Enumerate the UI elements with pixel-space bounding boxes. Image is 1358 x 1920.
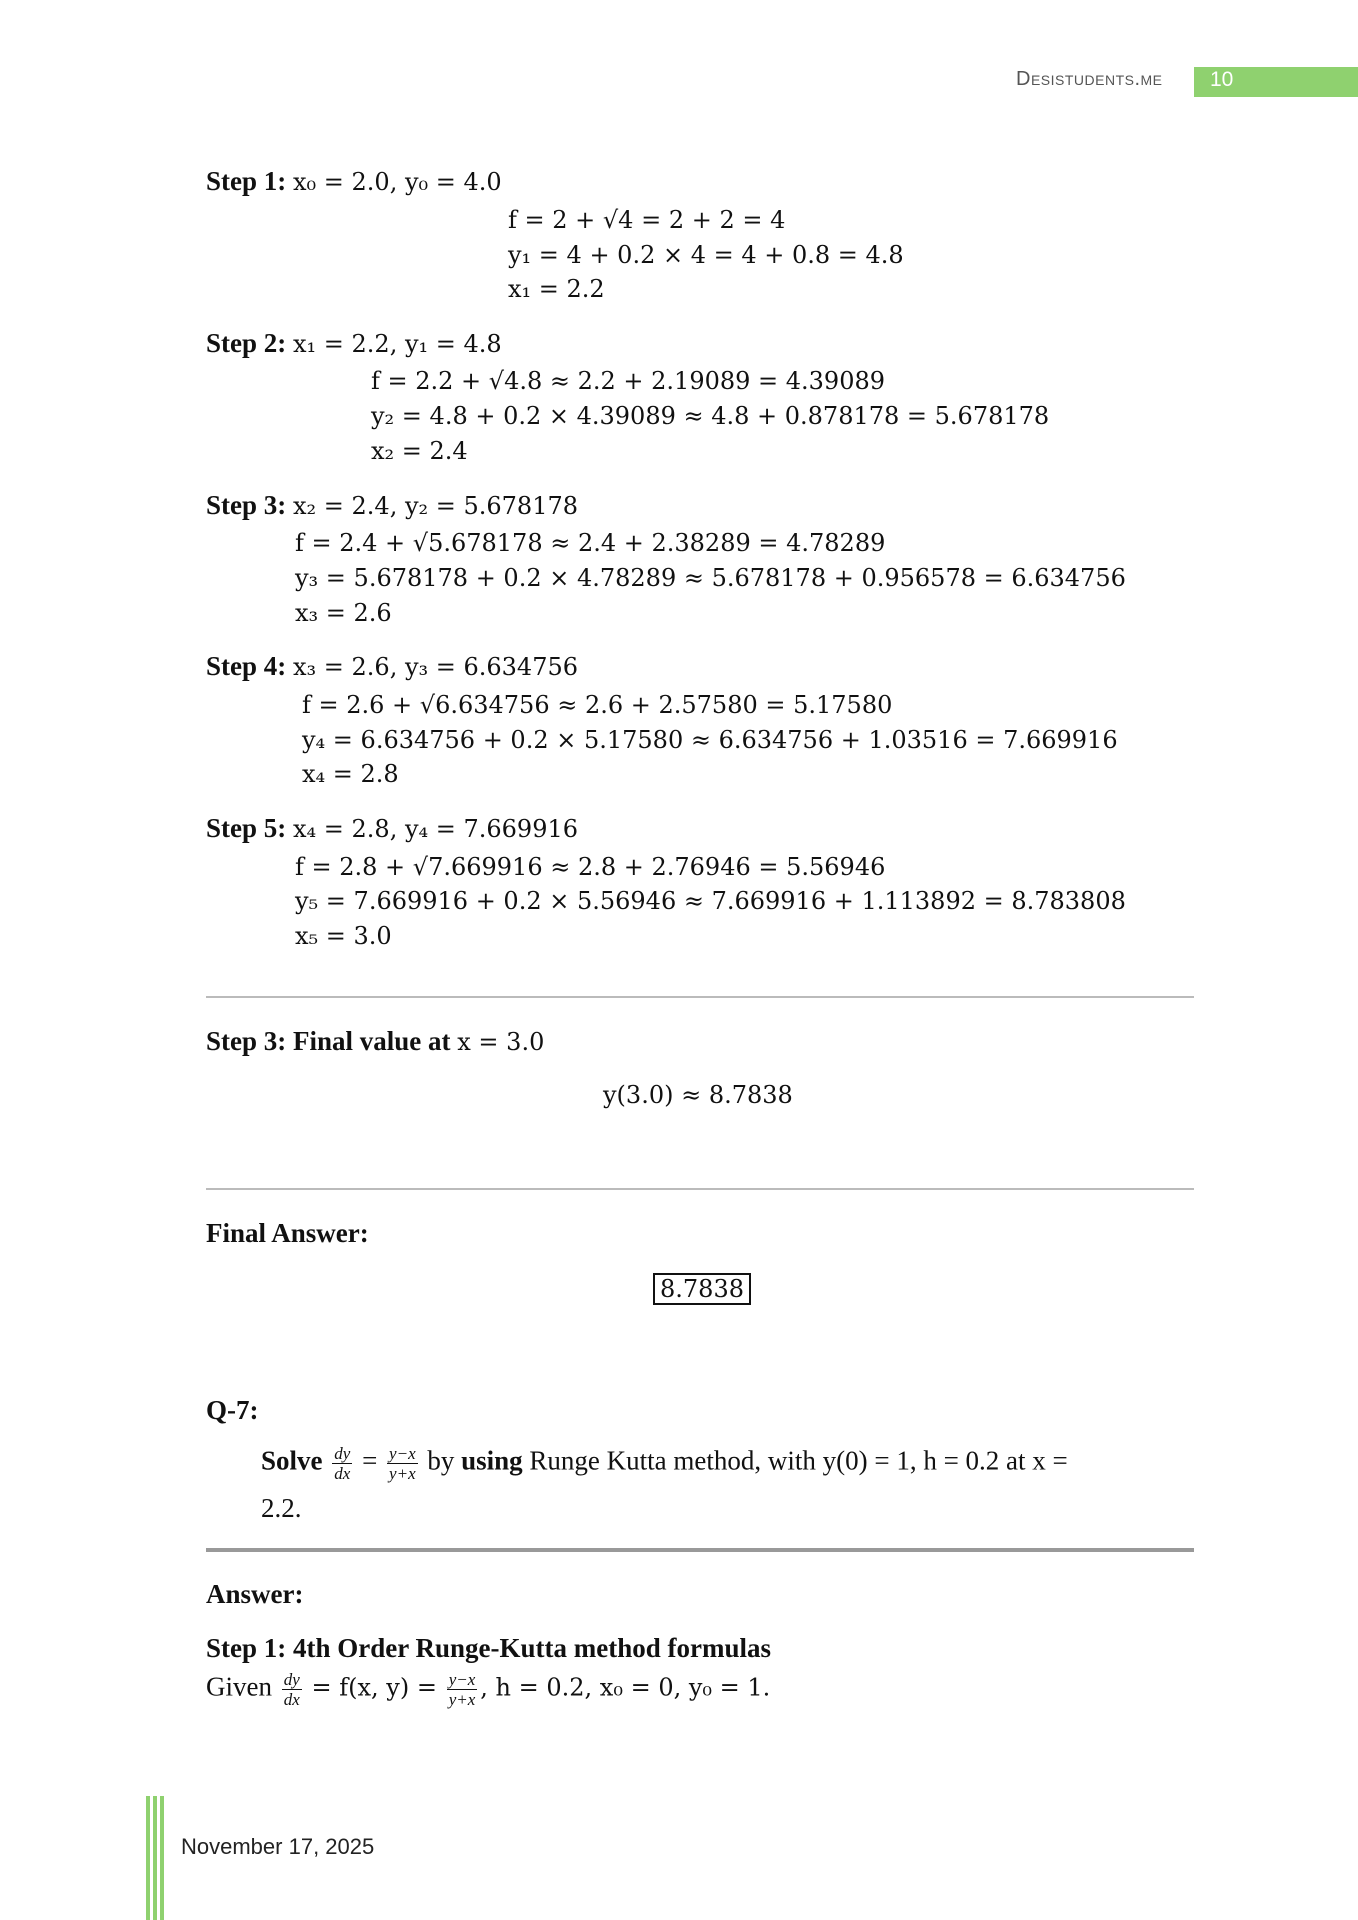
numerator: dy [283, 1670, 300, 1689]
step-heading [206, 327, 502, 360]
step-condition: x₁ = 2.2, y₁ = 4.8 [293, 330, 502, 358]
by-word: by [427, 1445, 455, 1476]
numerator: dy [334, 1444, 351, 1463]
question-text [261, 1444, 1068, 1483]
footer-accent-bar [146, 1796, 150, 1920]
site-brand: Desistudents.me [1016, 68, 1163, 90]
question-continuation: 2.2. [261, 1493, 302, 1523]
dy-dx-fraction [332, 1444, 352, 1483]
step-label: Step 1: [206, 166, 287, 196]
math-line: y₄ = 6.634756 + 0.2 × 5.17580 ≈ 6.634756 + 1.03516 = 7.669916 [302, 726, 1118, 754]
step-condition: x₄ = 2.8, y₄ = 7.669916 [293, 815, 579, 843]
denominator: dx [334, 1464, 351, 1483]
math-line: f = 2.6 + √6.634756 ≈ 2.6 + 2.57580 = 5.17580 [302, 691, 893, 719]
math-line: y₅ = 7.669916 + 0.2 × 5.56946 ≈ 7.669916 + 1.113892 = 8.783808 [295, 887, 1126, 915]
denominator: y+x [389, 1464, 416, 1483]
question-label: Q-7: [206, 1395, 259, 1425]
using-word: using [461, 1445, 523, 1476]
step-label: Step 3: [206, 490, 287, 520]
step-heading [206, 812, 578, 845]
math-line: y₁ = 4 + 0.2 × 4 = 4 + 0.8 = 4.8 [508, 241, 904, 269]
footer-date: November 17, 2025 [181, 1834, 375, 1859]
final-answer-box: 8.7838 [653, 1273, 751, 1305]
denominator: y+x [448, 1690, 476, 1709]
step-label: Step 4: [206, 651, 287, 681]
answer-label: Answer: [206, 1579, 304, 1609]
dy-dx-fraction [282, 1670, 302, 1709]
final-step-label: Step 3: Final value at [206, 1026, 451, 1056]
math-line: x₂ = 2.4 [371, 437, 468, 465]
math-line: f = 2.4 + √5.678178 ≈ 2.4 + 2.38289 = 4.78289 [295, 529, 886, 557]
answer-step1-heading: Step 1: 4th Order Runge-Kutta method formulas [206, 1633, 771, 1663]
divider [206, 1188, 1194, 1190]
step-heading [206, 165, 502, 198]
solve-word: Solve [261, 1445, 323, 1476]
math-line: y₂ = 4.8 + 0.2 × 4.39089 ≈ 4.8 + 0.878178 = 5.678178 [371, 402, 1050, 430]
question-rest: Runge Kutta method, with y(0) = 1, h = 0.2 at x = [529, 1445, 1068, 1476]
math-line: f = 2.8 + √7.669916 ≈ 2.8 + 2.76946 = 5.56946 [295, 853, 886, 881]
final-result: y(3.0) ≈ 8.7838 [603, 1081, 793, 1109]
math-line: f = 2 + √4 = 2 + 2 = 4 [508, 206, 786, 234]
given-word: Given [206, 1671, 272, 1702]
final-answer-label: Final Answer: [206, 1218, 369, 1248]
denominator: dx [283, 1690, 300, 1709]
given-line [206, 1670, 770, 1709]
step-condition: x₂ = 2.4, y₂ = 5.678178 [293, 492, 579, 520]
final-step-condition: x = 3.0 [457, 1028, 545, 1056]
step-label: Step 2: [206, 328, 287, 358]
divider-thick [206, 1548, 1194, 1552]
footer-accent-bar [160, 1796, 164, 1920]
step-condition: x₀ = 2.0, y₀ = 4.0 [293, 168, 502, 196]
step-heading [206, 489, 578, 522]
final-step-heading [206, 1025, 544, 1058]
math-line: x₅ = 3.0 [295, 922, 392, 950]
step-heading [206, 650, 578, 683]
equals: = [362, 1445, 378, 1476]
step-label: Step 5: [206, 813, 287, 843]
given-rest: , h = 0.2, x₀ = 0, y₀ = 1. [480, 1673, 771, 1702]
divider [206, 996, 1194, 998]
given-middle: = f(x, y) = [311, 1673, 437, 1702]
math-line: f = 2.2 + √4.8 ≈ 2.2 + 2.19089 = 4.39089 [371, 367, 886, 395]
math-line: x₁ = 2.2 [508, 275, 605, 303]
numerator: y−x [448, 1670, 476, 1689]
math-line: y₃ = 5.678178 + 0.2 × 4.78289 ≈ 5.678178 + 0.956578 = 6.634756 [295, 564, 1126, 592]
footer-accent-bar [153, 1796, 157, 1920]
math-line: x₄ = 2.8 [302, 760, 399, 788]
rhs-fraction [447, 1670, 478, 1709]
math-line: x₃ = 2.6 [295, 599, 392, 627]
step-condition: x₃ = 2.6, y₃ = 6.634756 [293, 653, 579, 681]
rhs-fraction [387, 1444, 418, 1483]
numerator: y−x [389, 1444, 416, 1463]
page-number: 10 [1210, 68, 1234, 91]
